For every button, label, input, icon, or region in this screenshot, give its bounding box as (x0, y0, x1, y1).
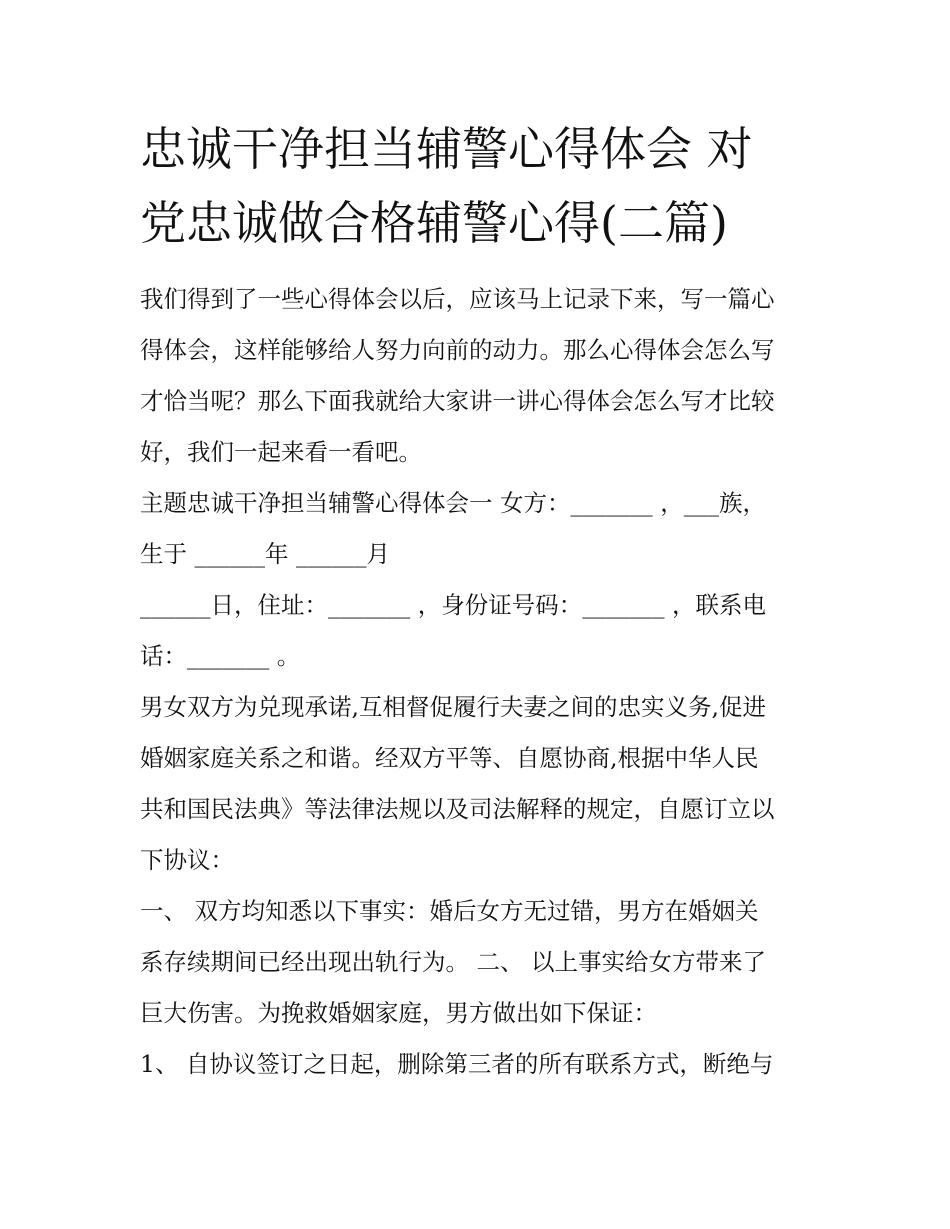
text-line: 话：_______ 。 (140, 642, 301, 670)
party-info-paragraph (140, 478, 812, 580)
text-line: 系存续期间已经出现出轨行为。 二、 以上事实给女方带来了 (140, 948, 766, 976)
text-line: 1、 自协议签订之日起，删除第三者的所有联系方式，断绝与 (140, 1050, 774, 1078)
title-line: 忠诚干净担当辅警心得体会 对 (140, 122, 753, 176)
text-line: 主题忠诚干净担当辅警心得体会一 女方：_______ ，___族， (140, 489, 766, 517)
text-line: 才恰当呢？那么下面我就给大家讲一讲心得体会怎么写才比较 (140, 387, 775, 415)
text-line: 我们得到了一些心得体会以后，应该马上记录下来，写一篇心 (140, 285, 775, 313)
document-title (140, 112, 812, 260)
intro-paragraph (140, 274, 812, 478)
guarantee-item-paragraph (140, 1039, 812, 1090)
text-line: 婚姻家庭关系之和谐。经双方平等、自愿协商,根据中华人民 (140, 744, 759, 772)
clause-paragraph (140, 886, 812, 1039)
text-line: 得体会，这样能够给人努力向前的动力。那么心得体会怎么写 (140, 336, 775, 364)
text-line: 一、 双方均知悉以下事实：婚后女方无过错，男方在婚姻关 (140, 897, 759, 925)
text-line: 男女双方为兑现承诺,互相督促履行夫妻之间的忠实义务,促进 (140, 693, 766, 721)
text-line: 生于 ______年 ______月 (140, 540, 390, 568)
text-line: 巨大伤害。为挽救婚姻家庭，男方做出如下保证： (140, 999, 657, 1027)
address-paragraph (140, 580, 812, 682)
text-line: ______日，住址：_______ ，身份证号码：_______ ，联系电 (140, 591, 766, 619)
agreement-preamble-paragraph (140, 682, 812, 886)
text-line: 共和国民法典》等法律法规以及司法解释的规定，自愿订立以 (140, 795, 775, 823)
text-line: 下协议： (140, 846, 234, 874)
document-body (140, 112, 812, 1090)
title-line: 党忠诚做合格辅警心得(二篇) (140, 196, 728, 250)
text-line: 好，我们一起来看一看吧。 (140, 438, 422, 466)
